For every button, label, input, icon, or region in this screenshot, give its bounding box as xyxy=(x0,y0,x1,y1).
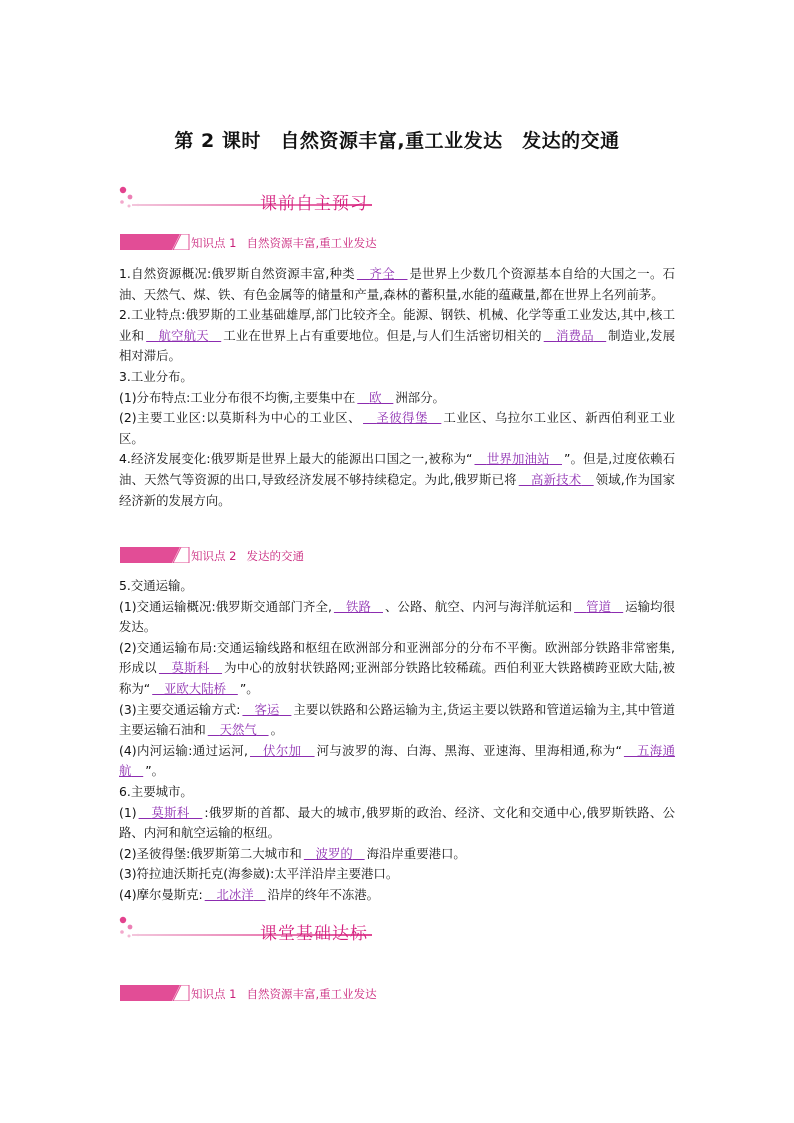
paragraph: (4)摩尔曼斯克: 北冰洋 沿岸的终年不冻港。 xyxy=(119,886,380,902)
paragraph: (2)主要工业区:以莫斯科为中心的工业区、 圣彼得堡 工业区、乌拉尔工业区、新西伯利亚工业区。 xyxy=(119,410,675,446)
kp-number: 知识点 1 xyxy=(191,987,237,1001)
kp-name: 自然资源丰富,重工业发达 xyxy=(246,236,377,250)
content-block-1 xyxy=(119,264,675,511)
answer-blank: 齐全 xyxy=(369,266,395,281)
answer-blank: 客运 xyxy=(254,701,280,717)
paragraph: (3)主要交通运输方式: 客运 主要以铁路和公路运输为主,货运主要以铁路和管道运输为主,其中管道主要运输石油和 天然气 。 xyxy=(119,701,675,738)
kp-name: 自然资源丰富,重工业发达 xyxy=(246,987,377,1001)
paragraph: (2)圣彼得堡:俄罗斯第二大城市和 波罗的 海沿岸重要港口。 xyxy=(119,845,466,861)
section-header-preview xyxy=(118,185,438,215)
answer-blank: 天然气 xyxy=(219,722,257,738)
paragraph: 4.经济发展变化:俄罗斯是世界上最大的能源出口国之一,被称为“ 世界加油站 ”。但是,过度依赖石油、天然气等资源的出口,导致经济发展不够持续稳定。为此,俄罗斯已将 高新技术 领域,作为国家经济新的发展方向。 xyxy=(119,451,676,508)
kp-tab-icon xyxy=(120,234,190,250)
paragraph: (1) 莫斯科 :俄罗斯的首都、最大的城市,俄罗斯的政治、经济、文化和交通中心,俄罗斯铁路、公路、内河和航空运输的枢纽。 xyxy=(119,804,675,841)
kp-name: 发达的交通 xyxy=(246,549,304,563)
answer-blank: 消费品 xyxy=(556,327,594,343)
paragraph: 3.工业分布。 xyxy=(119,368,193,384)
paragraph: (1)分布特点:工业分布很不均衡,主要集中在 欧 洲部分。 xyxy=(119,389,445,405)
dots-decoration-icon xyxy=(118,915,168,941)
answer-blank: 航空航天 xyxy=(158,327,209,343)
paragraph: (3)符拉迪沃斯托克(海参崴):太平洋沿岸主要港口。 xyxy=(119,866,399,882)
kp-number: 知识点 2 xyxy=(191,549,237,563)
section-title: 课前自主预习 xyxy=(260,194,368,214)
knowledge-point-header xyxy=(120,234,540,250)
dots-decoration-icon xyxy=(118,185,168,211)
answer-blank: 亚欧大陆桥 xyxy=(164,680,226,696)
paragraph: 5.交通运输。 xyxy=(119,578,193,593)
answer-blank: 圣彼得堡 xyxy=(376,410,428,426)
answer-blank: 高新技术 xyxy=(531,471,582,487)
paragraph: 1.自然资源概况:俄罗斯自然资源丰富,种类 齐全 是世界上少数几个资源基本自给的大国之一。石油、天然气、煤、铁、有色金属等的储量和产量,森林的蓄积量,水能的蕴藏量,都在世界上名列前茅。 xyxy=(119,266,676,302)
page-title: 第 2 课时 自然资源丰富,重工业发达 发达的交通 xyxy=(174,130,620,152)
paragraph: (4)内河运输:通过运河, 伏尔加 河与波罗的海、白海、黑海、亚速海、里海相通,称为“ 五海通航 ”。 xyxy=(119,742,676,779)
paragraph: (1)交通运输概况:俄罗斯交通部门齐全, 铁路 、公路、航空、内河与海洋航运和 管道 运输均很发达。 xyxy=(119,598,675,635)
kp-tab-icon xyxy=(120,985,190,1001)
answer-blank: 莫斯科 xyxy=(151,804,190,820)
answer-blank: 铁路 xyxy=(345,598,371,614)
kp-tab-icon xyxy=(120,547,190,563)
answer-blank: 欧 xyxy=(369,389,382,405)
answer-blank: 世界加油站 xyxy=(486,451,550,467)
kp-number: 知识点 1 xyxy=(191,236,237,250)
knowledge-point-header xyxy=(120,985,540,1001)
answer-blank: 北冰洋 xyxy=(216,886,254,902)
section-header-classroom xyxy=(118,915,438,945)
answer-blank: 管道 xyxy=(586,598,612,614)
section-title: 课堂基础达标 xyxy=(260,924,368,944)
content-block-2 xyxy=(119,576,675,906)
paragraph: (2)交通运输布局:交通运输线路和枢纽在欧洲部分和亚洲部分的分布不平衡。欧洲部分铁路非常密集,形成以 莫斯科 为中心的放射状铁路网;亚洲部分铁路比较稀疏。西伯利亚大铁路横跨亚欧大陆,被称为“ 亚欧大陆桥 ”。 xyxy=(119,639,675,696)
paragraph: 6.主要城市。 xyxy=(119,783,193,799)
answer-blank: 波罗的 xyxy=(315,845,353,861)
answer-blank: 莫斯科 xyxy=(171,660,210,676)
answer-blank: 五海通航 xyxy=(119,742,676,779)
knowledge-point-header xyxy=(120,547,540,563)
paragraph: 2.工业特点:俄罗斯的工业基础雄厚,部门比较齐全。能源、钢铁、机械、化学等重工业发达,其中,核工业和 航空航天 工业在世界上占有重要地位。但是,与人们生活密切相关的 消费品 制造业,发展相对滞后。 xyxy=(119,307,675,364)
answer-blank: 伏尔加 xyxy=(263,742,302,758)
